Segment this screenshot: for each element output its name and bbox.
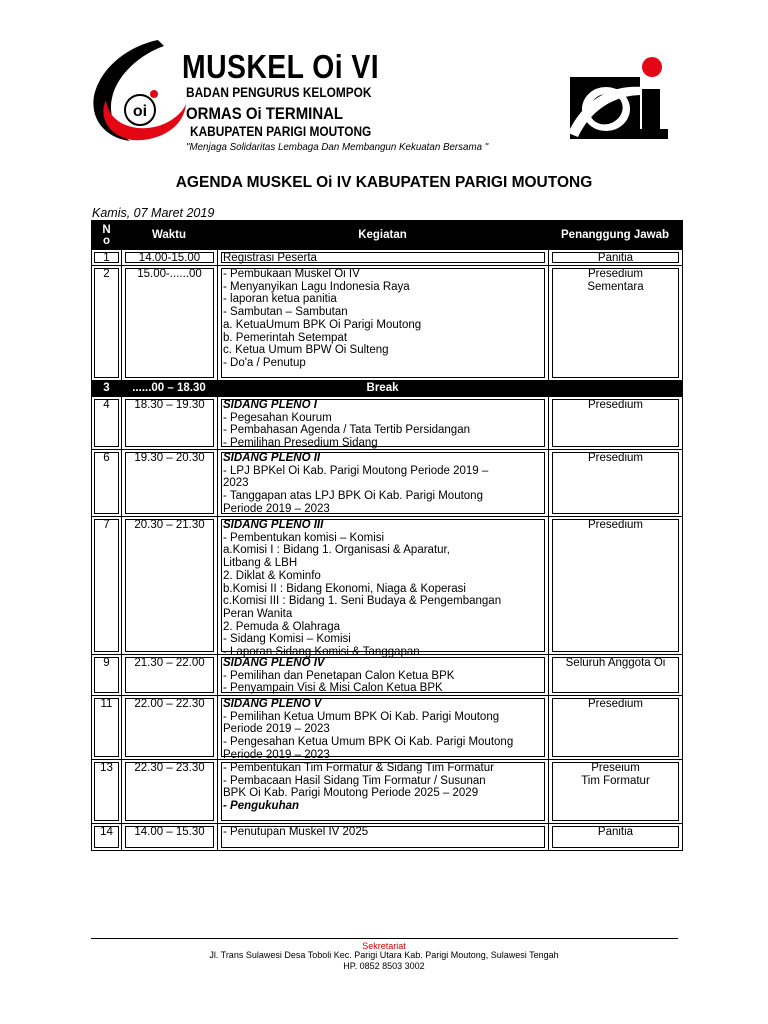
activity-line: Peran Wanita [223, 607, 293, 620]
activity-line: - LPJ BPKel Oi Kab. Parigi Moutong Periode 2019 – [223, 464, 489, 477]
row-no: 4 [92, 397, 121, 449]
activity-line: Periode 2019 – 2023 [223, 723, 330, 736]
logo-left-text: oi [132, 103, 148, 120]
org-motto: "Menjaga Solidaritas Lembaga Dan Membangun Kekuatan Bersama " [186, 141, 489, 153]
session-heading: SIDANG PLENO III [223, 519, 324, 531]
row-waktu: 22.00 – 22.30 [121, 696, 217, 759]
table-row [92, 654, 682, 695]
table-row [92, 823, 682, 850]
row-waktu: 22.30 – 23.30 [121, 760, 217, 823]
row-penanggung-jawab [548, 655, 682, 695]
pj-line: Sementara [587, 280, 644, 293]
row-penanggung-jawab [548, 266, 682, 380]
row-no: 3 [103, 382, 110, 394]
row-break-label: Break [366, 382, 399, 394]
activity-line: - Pembentukan komisi – Komisi [223, 531, 385, 544]
document-date: Kamis, 07 Maret 2019 [92, 206, 215, 220]
row-penanggung-jawab [548, 760, 682, 823]
activity-line: - Pembacaan Hasil Sidang Tim Formatur / Susunan [223, 774, 486, 787]
pj-line: Preseium [591, 762, 640, 774]
row-penanggung-jawab [548, 450, 682, 516]
row-waktu: 21.30 – 22.00 [121, 655, 217, 695]
activity-line: - Pegesahan Kourum [223, 411, 332, 424]
row-waktu: 14.00-15.00 [121, 250, 217, 265]
row-kegiatan [217, 450, 548, 516]
org-line-1: BADAN PENGURUS KELOMPOK [186, 85, 372, 100]
row-waktu: 19.30 – 20.30 [121, 450, 217, 516]
session-heading: SIDANG PLENO I [223, 399, 317, 411]
activity-line: b. Pemerintah Setempat [223, 331, 348, 344]
agenda-table [91, 220, 683, 851]
activity-line: - Do'a / Penutup [223, 356, 306, 369]
activity-line: - Pembukaan Muskel Oi IV [223, 268, 360, 280]
table-row [92, 380, 682, 396]
activity-line: - Pengesahan Ketua Umum BPK Oi Kab. Parigi Moutong [223, 736, 514, 749]
footer-phone: HP. 0852 8503 3002 [343, 961, 425, 971]
row-penanggung-jawab [548, 250, 682, 265]
activity-line: - Pemilihan Ketua Umum BPK Oi Kab. Parigi Moutong [223, 710, 500, 723]
activity-line: 2023 [223, 477, 249, 490]
row-no: 9 [92, 655, 121, 695]
row-waktu: 20.30 – 21.30 [121, 517, 217, 654]
activity-line: - laporan ketua panitia [223, 293, 337, 306]
header-no: N o [102, 223, 111, 247]
document-title: AGENDA MUSKEL Oi IV KABUPATEN PARIGI MOUTONG [175, 174, 593, 191]
pj-line: Presedium [588, 698, 643, 710]
pj-line: Seluruh Anggota Oi [565, 657, 666, 669]
pj-line: Tim Formatur [581, 774, 650, 787]
activity-line: BPK Oi Kab. Parigi Moutong Periode 2025 – 2029 [223, 787, 479, 800]
org-line-2: ORMAS Oi TERMINAL [186, 104, 344, 123]
activity-line: - Laporan Sidang Komisi & Tanggapan [223, 646, 420, 659]
activity-line: 2. Pemuda & Olahraga [223, 620, 340, 633]
activity-line: Litbang & LBH [223, 557, 298, 570]
activity-line: - Penutupan Muskel IV 2025 [223, 826, 369, 838]
row-waktu: 18.30 – 19.30 [121, 397, 217, 449]
row-penanggung-jawab [548, 517, 682, 654]
row-penanggung-jawab [548, 696, 682, 759]
activity-line: - Penyampain Visi & Misi Calon Ketua BPK [223, 682, 443, 695]
activity-line: 2. Diklat & Kominfo [223, 569, 321, 582]
row-no: 2 [92, 266, 121, 380]
activity-line: - Pemilihan dan Penetapan Calon Ketua BPK [223, 669, 455, 682]
activity-line: c.Komisi III : Bidang 1. Seni Budaya & Pengembangan [223, 595, 502, 608]
row-waktu: 14.00 – 15.30 [121, 824, 217, 850]
activity-line: Registrasi Peserta [223, 252, 317, 264]
row-no: 7 [92, 517, 121, 654]
org-title: MUSKEL Oi VI [182, 48, 380, 85]
activity-line: a. KetuaUmum BPK Oi Parigi Moutong [223, 318, 422, 331]
table-row [92, 516, 682, 659]
org-line-3: KABUPATEN PARIGI MOUTONG [190, 124, 372, 139]
session-heading: SIDANG PLENO IV [223, 657, 325, 669]
row-kegiatan [217, 655, 548, 695]
activity-line: c. Ketua Umum BPW Oi Sulteng [223, 344, 389, 357]
row-penanggung-jawab [548, 824, 682, 850]
row-no: 14 [92, 824, 121, 850]
table-row [92, 396, 682, 449]
table-row [92, 449, 682, 516]
row-kegiatan [217, 266, 548, 380]
activity-line: - Sambutan – Sambutan [223, 306, 348, 319]
row-no: 13 [92, 760, 121, 823]
row-kegiatan [217, 824, 548, 850]
row-waktu: 15.00-......00 [121, 266, 217, 380]
activity-line: b.Komisi II : Bidang Ekonomi, Niaga & Koperasi [223, 582, 466, 595]
activity-line: Periode 2019 – 2023 [223, 748, 330, 761]
footer-rule [91, 938, 678, 939]
activity-line: - Sidang Komisi – Komisi [223, 633, 351, 646]
activity-line: a.Komisi I : Bidang 1. Organisasi & Aparatur, [223, 544, 450, 557]
row-no: 11 [92, 696, 121, 759]
pj-line: Presedium [588, 452, 643, 464]
activity-line: - Menyanyikan Lagu Indonesia Raya [223, 280, 410, 293]
row-kegiatan [217, 250, 548, 265]
row-no: 1 [92, 250, 121, 265]
pj-line: Presedium [588, 268, 643, 280]
session-heading: SIDANG PLENO V [223, 698, 322, 710]
header-waktu: Waktu [151, 229, 187, 242]
table-header-row [92, 221, 682, 250]
row-kegiatan [217, 760, 548, 823]
row-kegiatan [217, 397, 548, 449]
row-waktu: ......00 – 18.30 [132, 382, 206, 394]
pj-line: Panitia [597, 252, 634, 264]
activity-line-emphasis: - Pengukuhan [223, 800, 300, 813]
row-no: 6 [92, 450, 121, 516]
table-row [92, 265, 682, 380]
oi-logo [566, 55, 670, 141]
activity-line: - Pemilihan Presedium Sidang [223, 437, 378, 450]
footer-address: Jl. Trans Sulawesi Desa Toboli Kec. Parigi Utara Kab. Parigi Moutong, Sulawesi Tengah [209, 950, 559, 960]
table-row [92, 695, 682, 759]
pj-line: Presedium [588, 519, 643, 531]
session-heading: SIDANG PLENO II [223, 452, 321, 464]
muskel-logo [88, 38, 188, 143]
row-kegiatan [217, 517, 548, 659]
row-kegiatan [217, 696, 548, 759]
activity-line: - Pembahasan Agenda / Tata Tertib Persidangan [223, 424, 470, 437]
activity-line: - Pembentukan Tim Formatur & Sidang Tim Formatur [223, 762, 494, 774]
activity-line: - Tanggapan atas LPJ BPK Oi Kab. Parigi Moutong [223, 490, 483, 503]
pj-line: Panitia [597, 826, 634, 838]
table-row [92, 759, 682, 823]
header-kegiatan: Kegiatan [358, 229, 407, 242]
table-row [92, 250, 682, 265]
footer-label: Sekretariat [362, 941, 406, 951]
activity-line: Periode 2019 – 2023 [223, 502, 330, 515]
row-penanggung-jawab [548, 397, 682, 449]
header-penanggung-jawab: Penanggung Jawab [561, 229, 669, 242]
pj-line: Presedium [588, 399, 643, 411]
